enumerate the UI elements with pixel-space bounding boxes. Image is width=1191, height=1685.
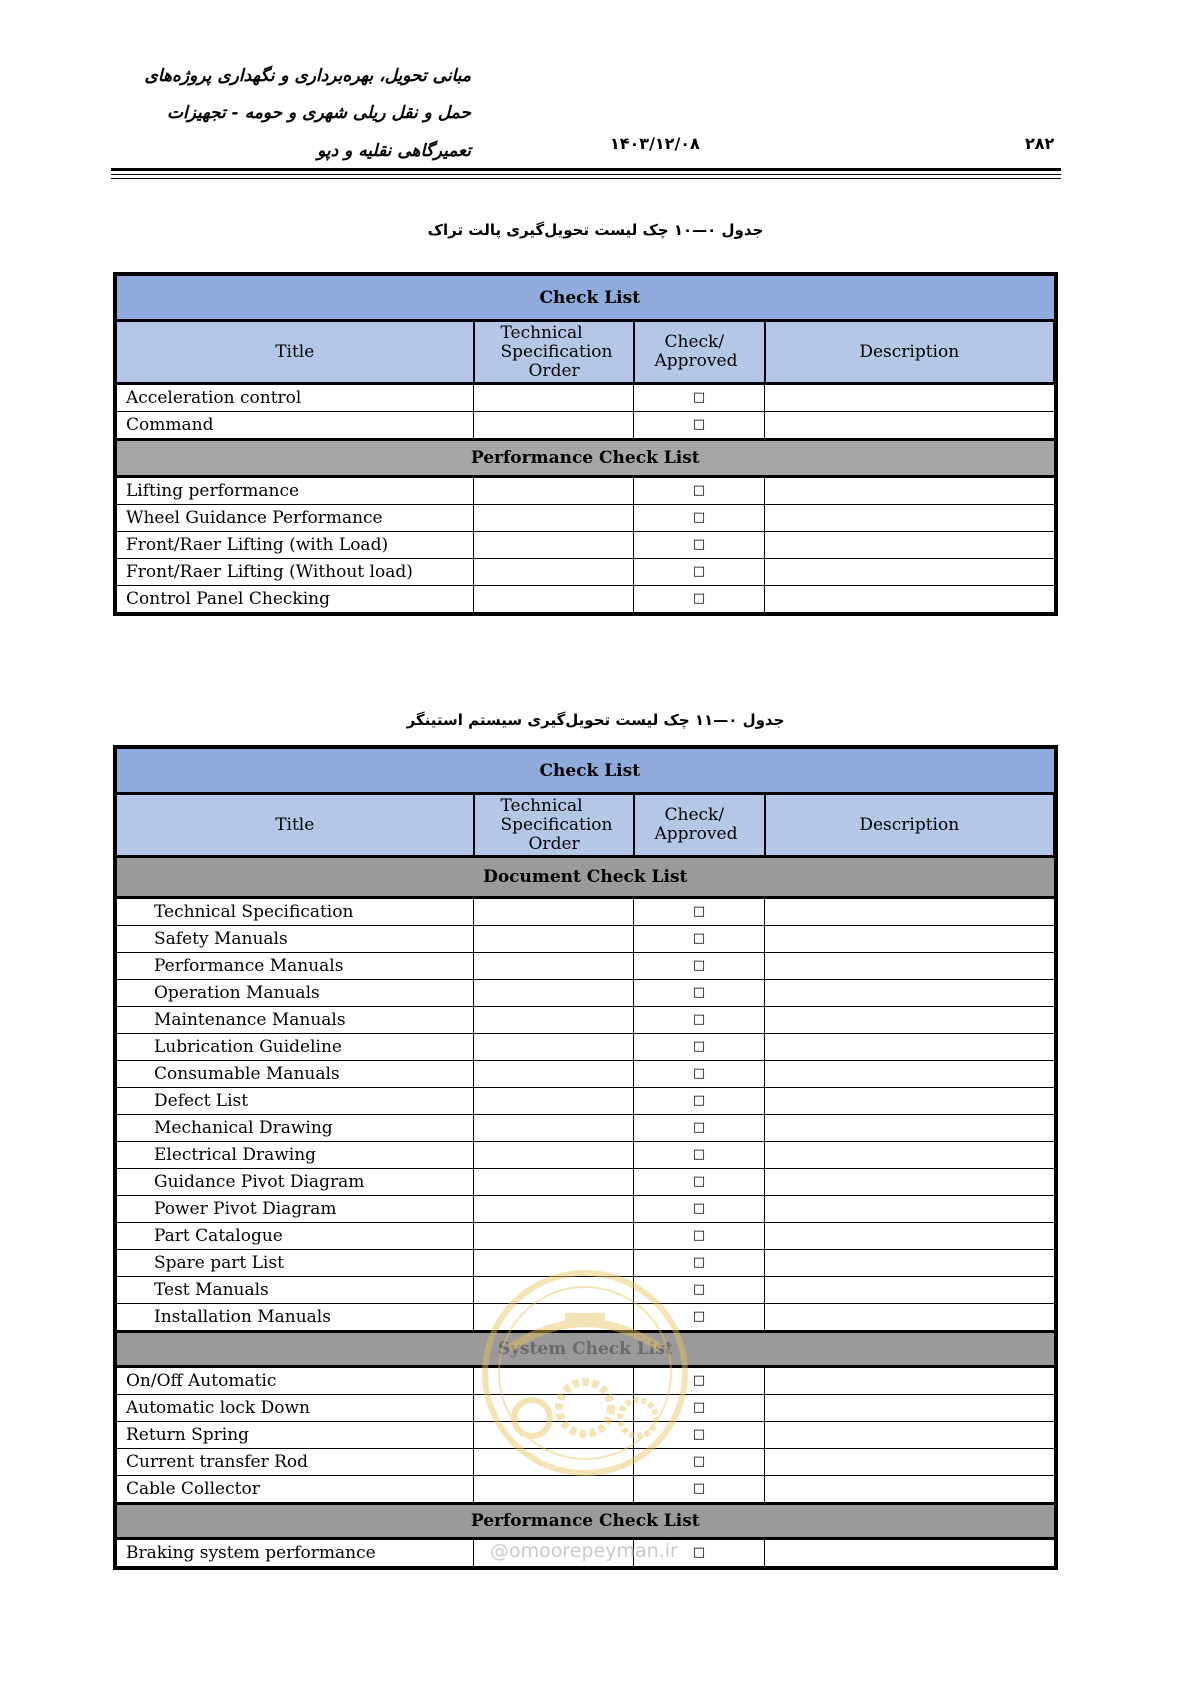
table1-col-description: Description bbox=[765, 321, 1055, 384]
row-title: Technical Specification bbox=[117, 898, 474, 926]
row-title: Part Catalogue bbox=[117, 1223, 474, 1250]
table2-document-row bbox=[117, 953, 1055, 980]
row-spec-cell[interactable] bbox=[474, 1115, 634, 1142]
row-description-cell[interactable] bbox=[765, 1277, 1055, 1304]
row-title: Front/Raer Lifting (with Load) bbox=[117, 532, 474, 559]
table2-document-row bbox=[117, 1034, 1055, 1061]
checkbox-icon[interactable]: □ bbox=[634, 1304, 765, 1332]
header-title-line-2: حمل و نقل ریلی شهری و حومه - تجهیزات bbox=[166, 103, 471, 123]
table2-document-row bbox=[117, 1169, 1055, 1196]
table2-section-performance: Performance Check List bbox=[117, 1504, 1055, 1539]
row-spec-cell[interactable] bbox=[474, 1196, 634, 1223]
row-spec-cell[interactable] bbox=[474, 586, 634, 613]
row-description-cell[interactable] bbox=[765, 1169, 1055, 1196]
header-rule-thick bbox=[111, 168, 1061, 171]
table2-section-document: Document Check List bbox=[117, 857, 1055, 898]
table2-document-row bbox=[117, 1223, 1055, 1250]
row-title: Performance Manuals bbox=[117, 953, 474, 980]
checkbox-icon[interactable]: □ bbox=[634, 559, 765, 586]
row-title: Lubrication Guideline bbox=[117, 1034, 474, 1061]
table1-main-header: Check List bbox=[117, 276, 1055, 321]
row-title: Defect List bbox=[117, 1088, 474, 1115]
checkbox-icon[interactable]: □ bbox=[634, 384, 765, 412]
row-description-cell[interactable] bbox=[765, 926, 1055, 953]
table1-control-row bbox=[117, 412, 1055, 440]
row-title: Spare part List bbox=[117, 1250, 474, 1277]
row-title: Lifting performance bbox=[117, 477, 474, 505]
row-spec-cell[interactable] bbox=[474, 412, 634, 440]
row-title: Acceleration control bbox=[117, 384, 474, 412]
header-date: ۱۴۰۳/۱۲/۰۸ bbox=[610, 134, 700, 153]
row-title: Maintenance Manuals bbox=[117, 1007, 474, 1034]
checkbox-icon[interactable]: □ bbox=[634, 1142, 765, 1169]
checkbox-icon[interactable]: □ bbox=[634, 1539, 765, 1567]
row-spec-cell[interactable] bbox=[474, 1034, 634, 1061]
table2-document-row bbox=[117, 1007, 1055, 1034]
table1-caption: جدول ۰—۱۰ چک لیست تحویل‌گیری پالت تراک bbox=[427, 221, 764, 239]
row-description-cell[interactable] bbox=[765, 1367, 1055, 1395]
row-title: Control Panel Checking bbox=[117, 586, 474, 613]
row-spec-cell[interactable] bbox=[474, 559, 634, 586]
row-title: Consumable Manuals bbox=[117, 1061, 474, 1088]
row-description-cell[interactable] bbox=[765, 559, 1055, 586]
table2-document-row bbox=[117, 898, 1055, 926]
table2-main-header: Check List bbox=[117, 749, 1055, 794]
table1-performance-row bbox=[117, 586, 1055, 613]
watermark-seal-icon bbox=[470, 1258, 700, 1488]
row-description-cell[interactable] bbox=[765, 477, 1055, 505]
table2-document-row bbox=[117, 980, 1055, 1007]
table2-document-row bbox=[117, 926, 1055, 953]
checkbox-icon[interactable]: □ bbox=[634, 953, 765, 980]
checkbox-icon[interactable]: □ bbox=[634, 532, 765, 559]
row-description-cell[interactable] bbox=[765, 532, 1055, 559]
table1-performance-row bbox=[117, 505, 1055, 532]
table1-performance-row bbox=[117, 477, 1055, 505]
checkbox-icon[interactable]: □ bbox=[634, 1422, 765, 1449]
table2-document-row bbox=[117, 1196, 1055, 1223]
checkbox-icon[interactable]: □ bbox=[634, 1395, 765, 1422]
row-title: Test Manuals bbox=[117, 1277, 474, 1304]
table2-col-check: Check/ Approved bbox=[634, 794, 765, 857]
row-title: Guidance Pivot Diagram bbox=[117, 1169, 474, 1196]
row-spec-cell[interactable] bbox=[474, 1007, 634, 1034]
row-spec-cell[interactable] bbox=[474, 898, 634, 926]
row-description-cell[interactable] bbox=[765, 1539, 1055, 1567]
row-title: Installation Manuals bbox=[117, 1304, 474, 1332]
row-description-cell[interactable] bbox=[765, 1223, 1055, 1250]
row-spec-cell[interactable] bbox=[474, 1061, 634, 1088]
row-description-cell[interactable] bbox=[765, 1422, 1055, 1449]
checkbox-icon[interactable]: □ bbox=[634, 477, 765, 505]
checkbox-icon[interactable]: □ bbox=[634, 926, 765, 953]
table2-col-spec: Technical Specification Order bbox=[474, 794, 634, 857]
checkbox-icon[interactable]: □ bbox=[634, 412, 765, 440]
table1-col-spec: Technical Specification Order bbox=[474, 321, 634, 384]
row-title: Wheel Guidance Performance bbox=[117, 505, 474, 532]
row-description-cell[interactable] bbox=[765, 1034, 1055, 1061]
checkbox-icon[interactable]: □ bbox=[634, 1250, 765, 1277]
row-title: Automatic lock Down bbox=[117, 1395, 474, 1422]
table1-col-title: Title bbox=[117, 321, 474, 384]
checkbox-icon[interactable]: □ bbox=[634, 505, 765, 532]
table2-caption: جدول ۰—۱۱ چک لیست تحویل‌گیری سیستم استینگر bbox=[406, 711, 785, 729]
row-description-cell[interactable] bbox=[765, 1115, 1055, 1142]
row-spec-cell[interactable] bbox=[474, 980, 634, 1007]
row-spec-cell[interactable] bbox=[474, 926, 634, 953]
checkbox-icon[interactable]: □ bbox=[634, 1007, 765, 1034]
row-spec-cell[interactable] bbox=[474, 384, 634, 412]
table1 bbox=[113, 272, 1058, 616]
checkbox-icon[interactable]: □ bbox=[634, 1277, 765, 1304]
row-description-cell[interactable] bbox=[765, 1304, 1055, 1332]
row-title: Power Pivot Diagram bbox=[117, 1196, 474, 1223]
row-spec-cell[interactable] bbox=[474, 1142, 634, 1169]
table2-document-row bbox=[117, 1142, 1055, 1169]
checkbox-icon[interactable]: □ bbox=[634, 898, 765, 926]
row-title: Current transfer Rod bbox=[117, 1449, 474, 1476]
row-title: Safety Manuals bbox=[117, 926, 474, 953]
header-rule-thin bbox=[111, 174, 1061, 175]
row-title: Front/Raer Lifting (Without load) bbox=[117, 559, 474, 586]
row-spec-cell[interactable] bbox=[474, 1169, 634, 1196]
checkbox-icon[interactable]: □ bbox=[634, 1476, 765, 1504]
row-description-cell[interactable] bbox=[765, 898, 1055, 926]
checkbox-icon[interactable]: □ bbox=[634, 1223, 765, 1250]
row-title: Braking system performance bbox=[117, 1539, 474, 1567]
row-title: Command bbox=[117, 412, 474, 440]
row-spec-cell[interactable] bbox=[474, 505, 634, 532]
table2-col-description: Description bbox=[765, 794, 1055, 857]
row-description-cell[interactable] bbox=[765, 1142, 1055, 1169]
table1-section-performance: Performance Check List bbox=[117, 440, 1055, 477]
row-description-cell[interactable] bbox=[765, 953, 1055, 980]
table1-performance-row bbox=[117, 559, 1055, 586]
row-description-cell[interactable] bbox=[765, 1476, 1055, 1504]
table2-document-row bbox=[117, 1061, 1055, 1088]
row-title: On/Off Automatic bbox=[117, 1367, 474, 1395]
row-description-cell[interactable] bbox=[765, 586, 1055, 613]
table1-control-row bbox=[117, 384, 1055, 412]
checkbox-icon[interactable]: □ bbox=[634, 1196, 765, 1223]
row-description-cell[interactable] bbox=[765, 1088, 1055, 1115]
row-title: Mechanical Drawing bbox=[117, 1115, 474, 1142]
row-description-cell[interactable] bbox=[765, 412, 1055, 440]
row-spec-cell[interactable] bbox=[474, 953, 634, 980]
row-description-cell[interactable] bbox=[765, 1449, 1055, 1476]
row-description-cell[interactable] bbox=[765, 1007, 1055, 1034]
row-spec-cell[interactable] bbox=[474, 477, 634, 505]
row-title: Return Spring bbox=[117, 1422, 474, 1449]
row-description-cell[interactable] bbox=[765, 1196, 1055, 1223]
table2-document-row bbox=[117, 1115, 1055, 1142]
table1-performance-row bbox=[117, 532, 1055, 559]
row-spec-cell[interactable] bbox=[474, 1088, 634, 1115]
checkbox-icon[interactable]: □ bbox=[634, 1449, 765, 1476]
checkbox-icon[interactable]: □ bbox=[634, 1169, 765, 1196]
table1-col-check: Check/ Approved bbox=[634, 321, 765, 384]
header-rule-thin-2 bbox=[111, 178, 1061, 179]
checkbox-icon[interactable]: □ bbox=[634, 1367, 765, 1395]
row-description-cell[interactable] bbox=[765, 384, 1055, 412]
row-title: Operation Manuals bbox=[117, 980, 474, 1007]
row-description-cell[interactable] bbox=[765, 1061, 1055, 1088]
header-title-line-3: تعمیرگاهی نقلیه و دپو bbox=[317, 141, 471, 161]
checkbox-icon[interactable]: □ bbox=[634, 1088, 765, 1115]
checkbox-icon[interactable]: □ bbox=[634, 1115, 765, 1142]
row-title: Electrical Drawing bbox=[117, 1142, 474, 1169]
header-title-line-1: مبانی تحویل، بهره‌برداری و نگهداری پروژه‌های bbox=[144, 66, 471, 86]
row-title: Cable Collector bbox=[117, 1476, 474, 1504]
checkbox-icon[interactable]: □ bbox=[634, 1034, 765, 1061]
row-spec-cell[interactable] bbox=[474, 532, 634, 559]
checkbox-icon[interactable]: □ bbox=[634, 980, 765, 1007]
page-number: ۲۸۲ bbox=[1025, 134, 1055, 153]
row-description-cell[interactable] bbox=[765, 980, 1055, 1007]
row-description-cell[interactable] bbox=[765, 505, 1055, 532]
checkbox-icon[interactable]: □ bbox=[634, 586, 765, 613]
table2-section-system: System Check List bbox=[117, 1332, 1055, 1367]
table2-col-title: Title bbox=[117, 794, 474, 857]
watermark-text: @omoorepeyman.ir bbox=[490, 1540, 678, 1562]
row-spec-cell[interactable] bbox=[474, 1223, 634, 1250]
row-description-cell[interactable] bbox=[765, 1395, 1055, 1422]
checkbox-icon[interactable]: □ bbox=[634, 1061, 765, 1088]
table2-document-row bbox=[117, 1088, 1055, 1115]
row-description-cell[interactable] bbox=[765, 1250, 1055, 1277]
